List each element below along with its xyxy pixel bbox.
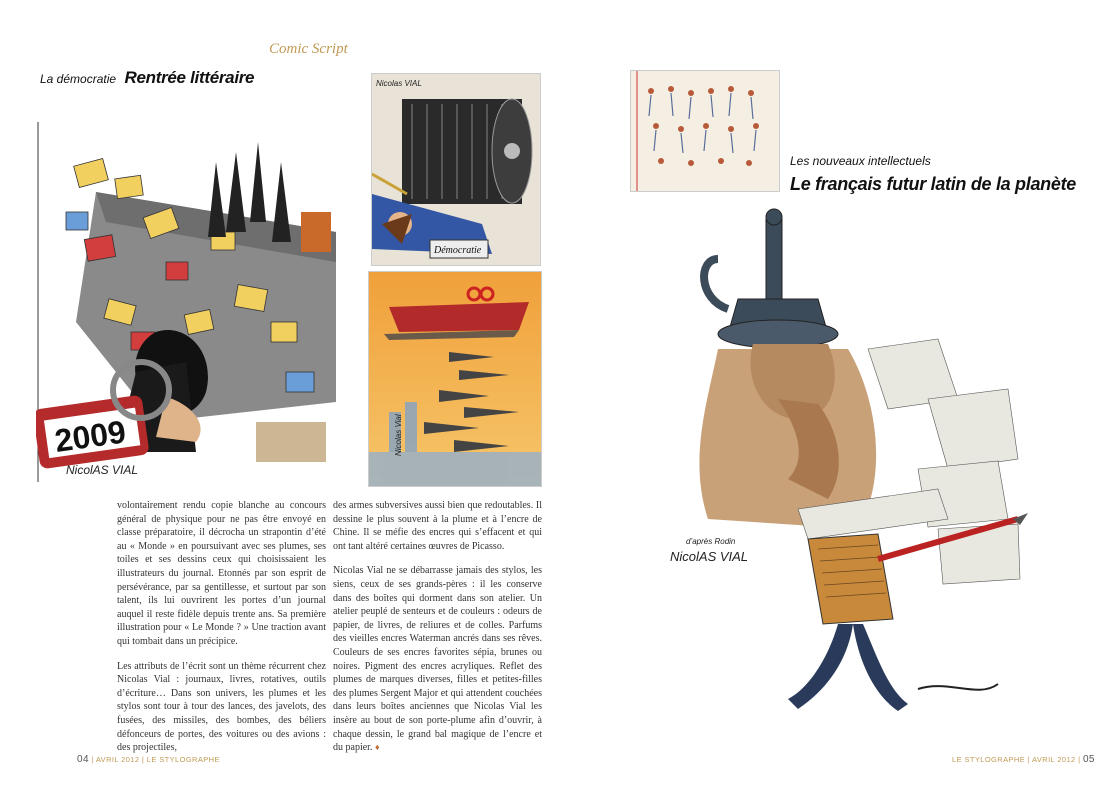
press-cylinder-drawing	[372, 74, 540, 265]
sketch-crowd-drawing	[631, 71, 779, 191]
right-title: Le français futur latin de la planète	[790, 174, 1076, 194]
pen-missiles-drawing	[369, 272, 541, 486]
illustration-thinker-press	[658, 199, 1030, 729]
left-footer-text: | AVRIL 2012 | LE STYLOGRAPHE	[91, 755, 220, 764]
right-footer	[952, 754, 1095, 765]
left-kicker: La démocratie	[40, 72, 117, 86]
left-headline	[40, 68, 254, 88]
column-2-paragraph-2-text: Nicolas Vial ne se débarrasse jamais des stylos, les siens, ceux de ses grands-pères : il les conserve dans des boîtes qui dorment dans son atelier. Un atelier peuplé de senteurs et de couleurs : odeurs de papier, de livres, de reliures et de colles. Parfums des vieilles encres Waterman ancrés dans ses rêves. Couleurs de ses encres favorites sépia, brunes ou noires. Pigment des encres acryliques. Reflet des plumes de marques diverses, filles et petites-filles des plumes Sergent Major et qui attendent couchées dans leurs boîtes anciennes que Nicolas Vial les insère au bout de son porte-plume afin d’ouvrir, à chaque dessin, le grand bal magique de l’encre et du papier.	[333, 565, 542, 754]
column-2-paragraph-1: des armes subversives aussi bien que redoutables. Il dessine le plus souvent à la plume et à l’encre de Chine. Il se méfie des encres qui s’effacent et qui ont tant altéré certaines œuvres de Picasso.	[333, 500, 542, 552]
left-footer	[77, 754, 220, 765]
top-right-signature-text: Nicolas VIAL	[376, 79, 422, 88]
banner-text: Démocratie	[434, 245, 482, 256]
year-sign-text: 2009	[52, 413, 128, 459]
credit-text: d’après Rodin	[686, 537, 736, 546]
right-page-number: 05	[1082, 754, 1095, 765]
body-column-1	[117, 499, 326, 766]
right-signature-text: NicolAS VIAL	[670, 549, 749, 564]
left-title: Rentrée littéraire	[124, 68, 255, 87]
bottom-right-signature-text: Nicolas Vial	[394, 414, 403, 456]
illustration-press-cylinder	[371, 73, 541, 266]
column-1-paragraph-2: Les attributs de l’écrit sont un thème récurrent chez Nicolas Vial : journaux, livres, rotatives, outils d’écriture… Dans son univers, les plumes et les stylos sont tour à tour des lances, des javelots, des fusées, des missiles, des bombes, des béliers défonceurs de portes, des voitures ou des avions : des projectiles,	[117, 660, 326, 754]
column-1-paragraph-1: volontairement rendu copie blanche au concours général de physique pour ne pas être envoyé en classe préparatoire, il décrocha un strapontin d’été au « Monde » en poursuivant avec ses plumes, ses toiles et ses dessins ceux qui choisissaient les illustrateurs du journal. Etonnés par son esprit de persévérance, par sa gentillesse, et surtout par son talent, ils lui ouvrirent les portes d’un journal auquel il reste fidèle depuis trente ans. Sa première illustration pour « Le Monde ? » Une traction avant qui tombait dans un précipice.	[117, 500, 326, 647]
column-2-paragraph-2	[333, 564, 542, 754]
left-page-number: 04	[77, 754, 89, 765]
illustration-sketch-crowd	[630, 70, 780, 192]
illustration-democracy-pens-drawing	[36, 122, 336, 482]
illustration-pen-missiles	[368, 271, 542, 487]
section-label: Comic Script	[269, 41, 348, 57]
illustration-democracy-pens	[36, 122, 336, 482]
right-kicker: Les nouveaux intellectuels	[790, 154, 931, 168]
right-footer-text: LE STYLOGRAPHE | AVRIL 2012 |	[952, 755, 1081, 764]
thinker-press-drawing	[658, 199, 1030, 729]
end-mark-icon: ♦	[374, 742, 380, 753]
main-signature-text: NicolAS VIAL	[66, 463, 139, 477]
body-column-2	[333, 499, 542, 766]
